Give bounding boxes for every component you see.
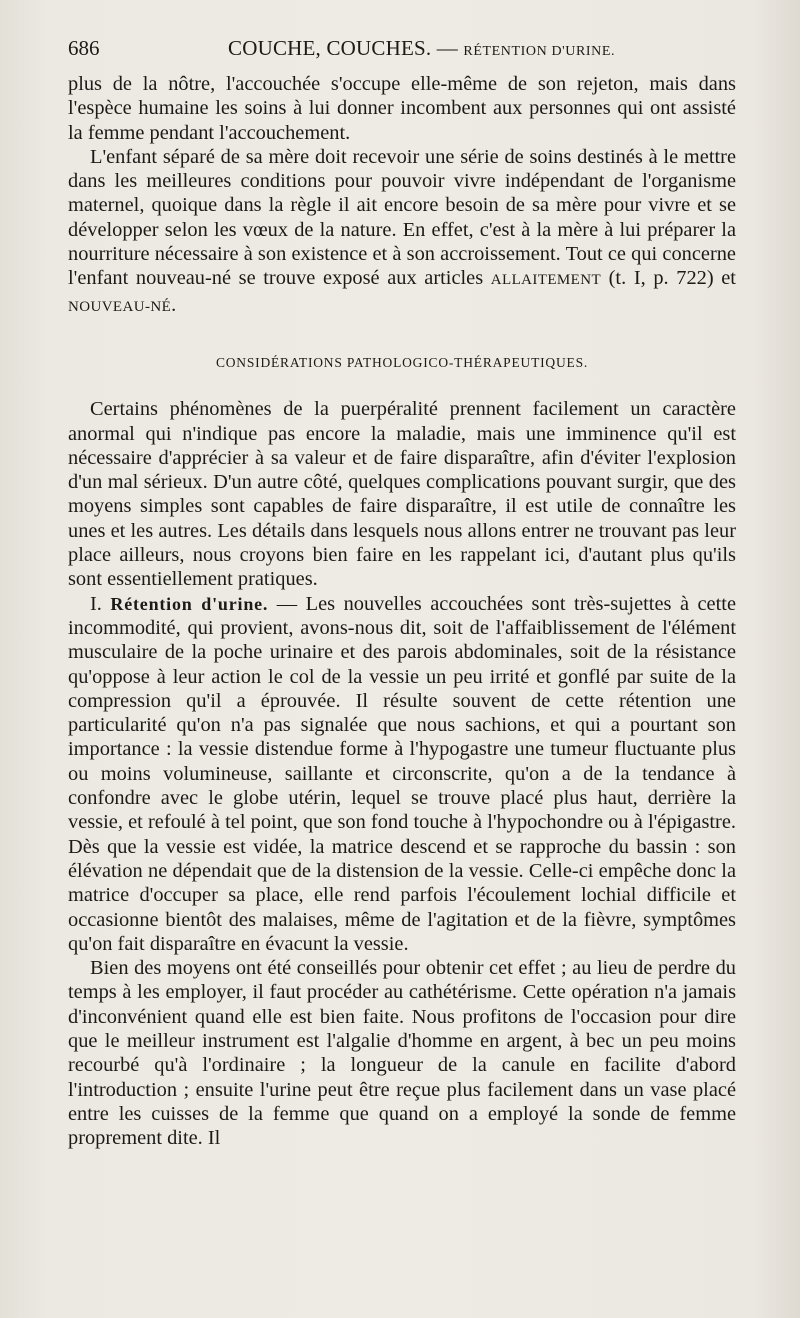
paragraph-2-text: L'enfant séparé de sa mère doit recevoir une série de soins destinés à le mettre dans les meilleures conditions pour pouvoir vivre indépendant de l'organisme maternel, quoique dans la règle il ait encore besoin de sa mère pour vivre et se développer selon les vœux de la nature. En effet, c'est à la mère à lui préparer la nourriture nécessaire à son existence et à son accroissement. Tout ce qui concerne l'enfant nouveau-né se trouve exposé aux articles xyxy=(68,145,736,290)
cross-reference-nouveau-ne: NOUVEAU-NÉ xyxy=(68,298,172,315)
paragraph-4 xyxy=(68,592,736,956)
runin-heading-retention: Rétention d'urine. xyxy=(110,593,269,614)
running-title-sub: RÉTENTION D'URINE. xyxy=(463,44,616,59)
paragraph-2 xyxy=(68,145,736,319)
section-number: I. xyxy=(90,592,111,615)
running-title-main: COUCHE, COUCHES. — xyxy=(228,36,464,60)
page-body xyxy=(68,72,736,1150)
paragraph-3: Certains phénomènes de la puerpéralité prennent facilement un caractère anormal qui n'indique pas encore la maladie, mais une imminence qu'il est nécessaire d'apprécier à sa valeur et de faire disparaître, afin d'éviter l'explosion d'un mal sérieux. D'un autre côté, quelques complications pouvant surgir, que des moyens simples sont capables de faire disparaître, il est utile de connaître les unes et les autres. Les détails dans lesquels nous allons entrer ne trouvant pas leur place ailleurs, nous croyons bien faire en les rappelant ici, d'autant plus qu'ils sont essentiellement pratiques. xyxy=(68,398,736,591)
running-title xyxy=(228,36,615,61)
page-header xyxy=(68,36,732,66)
paragraph-2-end: . xyxy=(171,293,177,316)
paragraph-4-text: — Les nouvelles accouchées sont très-sujettes à cette incommodité, qui provient, avons-nous dit, soit de l'affaiblissement de l'élément musculaire de la poche urinaire et des parois abdominales, soit de la résistance qu'oppose à leur action le col de la vessie un peu irrité et gonflé par suite de la compression qu'il a éprouvée. Il résulte souvent de cette rétention une particularité qu'on n'a pas signalée que nous sachions, et qui a pourtant son importance : la vessie distendue forme à l'hypogastre une tumeur fluctuante plus ou moins volumineuse, saillante et circonscrite, qu'on a de la tendance à confondre avec le globe utérin, lequel se trouve placé plus haut, derrière la vessie, et refoulé à tel point, que son fond touche à l'hypochondre ou à l'épigastre. Dès que la vessie est vidée, la matrice descend et se rapproche du bassin : son élévation ne dépendait que de la distension de la vessie. Celle-ci empêche donc la matrice d'occuper sa place, elle rend parfois l'écoulement lochial difficile et occasionne bientôt des malaises, même de l'agitation et de la fièvre, symptômes qu'on fait disparaître en évacunt la vessie. xyxy=(68,592,736,955)
paragraph-5: Bien des moyens ont été conseillés pour obtenir cet effet ; au lieu de perdre du temps à les employer, il faut procéder au cathétérisme. Cette opération n'a jamais d'inconvénient quand elle est bien faite. Nous profitons de l'occasion pour dire que le meilleur instrument est l'algalie d'homme en argent, à bec un peu moins recourbé qu'à l'ordinaire ; la longueur de la canule en facilite d'abord l'introduction ; ensuite l'urine peut être reçue plus facilement dans un vase placé entre les cuisses de la femme que quand on a employé la sonde de femme proprement dite. Il xyxy=(68,957,736,1150)
cross-reference-allaitement: ALLAITEMENT xyxy=(490,272,602,289)
page-number: 686 xyxy=(68,36,100,60)
section-heading: CONSIDÉRATIONS PATHOLOGICO-THÉRAPEUTIQUES. xyxy=(215,354,589,370)
paragraph-1: plus de la nôtre, l'accouchée s'occupe elle-même de son rejeton, mais dans l'espèce humaine les soins à lui donner incombent aux personnes qui ont assisté la femme pendant l'accouchement. xyxy=(68,73,736,144)
paragraph-2-mid: (t. I, p. 722) et xyxy=(601,267,736,290)
